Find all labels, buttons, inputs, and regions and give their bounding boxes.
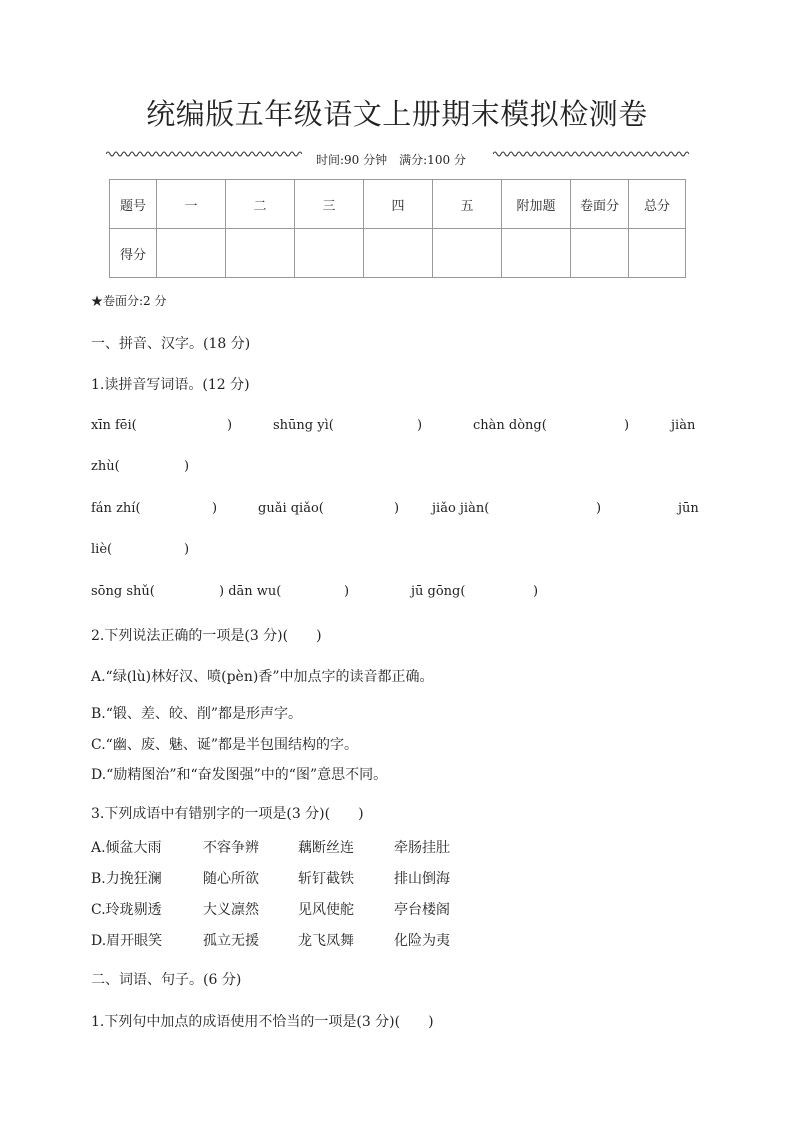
idiom: 见风使舵 — [298, 902, 354, 918]
table-cell: 附加题 — [502, 180, 571, 229]
pinyin-word: jiǎo jiàn( — [432, 501, 490, 516]
table-cell: 一 — [157, 180, 226, 229]
pinyin-word: liè( — [91, 542, 113, 557]
table-cell: 三 — [295, 180, 364, 229]
score-cell[interactable] — [433, 229, 502, 278]
question-label: 1.下列句中加点的成语使用不恰当的一项是(3 分)( ) — [91, 1014, 434, 1030]
score-table — [109, 179, 686, 278]
paren-close: ) — [212, 501, 218, 516]
paren-close: ) — [417, 418, 423, 433]
score-cell[interactable] — [226, 229, 295, 278]
paren-close: ) — [596, 501, 602, 516]
idiom: 龙飞凤舞 — [298, 933, 354, 949]
score-cell[interactable] — [629, 229, 686, 278]
score-cell[interactable] — [364, 229, 433, 278]
pinyin-word: chàn dòng( — [473, 418, 547, 433]
paren-close: ) — [184, 459, 190, 474]
pinyin-word: ) dān wu( — [219, 584, 282, 599]
decorative-wavy-line-left — [106, 150, 302, 158]
paren-close: ) — [394, 501, 400, 516]
idiom: 大义凛然 — [203, 902, 259, 918]
pinyin-word: guǎi qiǎo( — [258, 501, 324, 516]
pinyin-word: sōng shǔ( — [91, 584, 155, 599]
question-label: 1.读拼音写词语。(12 分) — [91, 377, 250, 393]
paren-close: ) — [533, 584, 539, 599]
option-d: D.“励精图治”和“奋发图强”中的“图”意思不同。 — [91, 767, 388, 783]
idiom: 藕断丝连 — [298, 840, 354, 856]
pinyin-word: jūn — [678, 501, 699, 516]
idiom-option: D.眉开眼笑 — [91, 933, 163, 949]
idiom: 亭台楼阁 — [394, 902, 450, 918]
table-cell: 卷面分 — [571, 180, 629, 229]
idiom: 斩钉截铁 — [298, 871, 354, 887]
score-cell[interactable] — [157, 229, 226, 278]
idiom: 随心所欲 — [203, 871, 259, 887]
score-cell[interactable] — [295, 229, 364, 278]
option-a: A.“绿(lù)林好汉、喷(pèn)香”中加点字的读音都正确。 — [91, 669, 434, 685]
neatness-note: ★卷面分:2 分 — [91, 294, 167, 308]
idiom: 化险为夷 — [394, 933, 450, 949]
idiom: 牵肠挂肚 — [394, 840, 450, 856]
table-cell: 四 — [364, 180, 433, 229]
full-score: 满分:100 分 — [399, 153, 466, 167]
table-score-row — [110, 229, 686, 278]
paren-close: ) — [344, 584, 350, 599]
pinyin-word: jiàn — [671, 418, 696, 433]
table-header-row — [110, 180, 686, 229]
time-limit: 时间:90 分钟 — [316, 153, 388, 167]
paren-close: ) — [624, 418, 630, 433]
table-cell: 二 — [226, 180, 295, 229]
pinyin-word: xīn fēi( — [91, 418, 137, 433]
page-title: 统编版五年级语文上册期末模拟检测卷 — [146, 97, 648, 131]
section-heading: 一、拼音、汉字。(18 分) — [91, 336, 251, 352]
idiom: 排山倒海 — [394, 871, 450, 887]
paren-close: ) — [227, 418, 233, 433]
option-b: B.“锻、差、皎、削”都是形声字。 — [91, 706, 303, 722]
table-cell: 题号 — [110, 180, 157, 229]
table-cell: 五 — [433, 180, 502, 229]
score-cell[interactable] — [502, 229, 571, 278]
score-cell[interactable] — [571, 229, 629, 278]
table-cell: 总分 — [629, 180, 686, 229]
table-cell: 得分 — [110, 229, 157, 278]
section-heading: 二、词语、句子。(6 分) — [91, 972, 242, 988]
question-label: 3.下列成语中有错别字的一项是(3 分)( ) — [91, 806, 364, 822]
idiom: 孤立无援 — [203, 933, 259, 949]
decorative-wavy-line-right — [493, 150, 689, 158]
question-label: 2.下列说法正确的一项是(3 分)( ) — [91, 628, 322, 644]
option-c: C.“幽、废、魅、诞”都是半包围结构的字。 — [91, 737, 358, 753]
pinyin-word: shūng yì( — [273, 418, 334, 433]
pinyin-word: jū gōng( — [411, 584, 466, 599]
idiom-option: A.倾盆大雨 — [91, 840, 162, 856]
idiom: 不容争辨 — [203, 840, 259, 856]
pinyin-word: fán zhí( — [91, 501, 141, 516]
idiom-option: B.力挽狂澜 — [91, 871, 162, 887]
paren-close: ) — [184, 542, 190, 557]
pinyin-word: zhù( — [91, 459, 120, 474]
idiom-option: C.玲珑剔透 — [91, 902, 162, 918]
exam-meta — [316, 151, 478, 168]
